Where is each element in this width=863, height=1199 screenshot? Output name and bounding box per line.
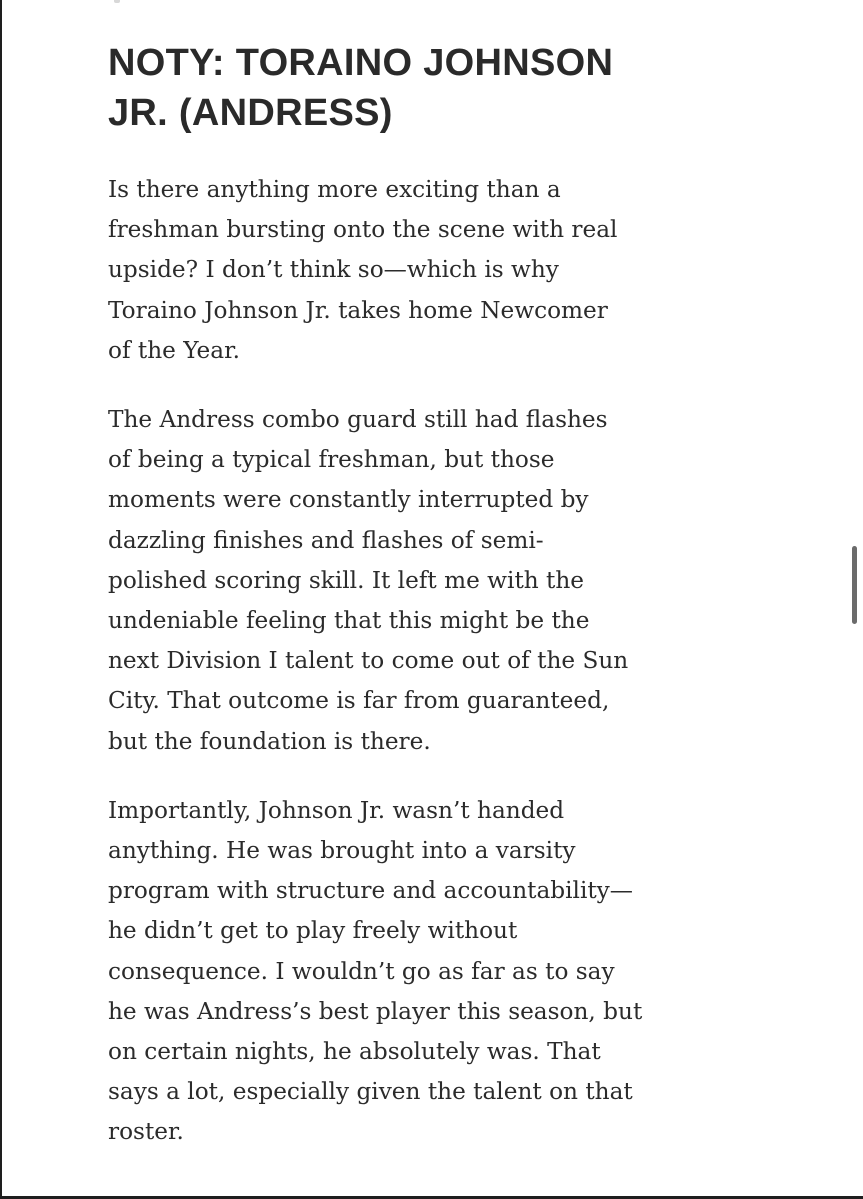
- paragraph-combo-guard: [108, 400, 668, 762]
- vertical-scrollbar-thumb[interactable]: [852, 546, 857, 624]
- paragraph-newcomer-intro: [108, 170, 668, 371]
- paragraph-line: The Andress combo guard still had flashes: [108, 406, 608, 434]
- paragraph-line: moments were constantly interrupted by: [108, 486, 589, 514]
- paragraph-line: dazzling finishes and flashes of semi-: [108, 526, 544, 554]
- paragraph-line: polished scoring skill. It left me with the: [108, 566, 585, 594]
- article-body: [108, 38, 668, 1153]
- paragraph-line: Importantly, Johnson Jr. wasn’t handed: [108, 796, 565, 824]
- paragraph-line: Toraino Johnson Jr. takes home Newcomer: [108, 296, 608, 324]
- paragraph-line: undeniable feeling that this might be the: [108, 607, 590, 635]
- headline-line: JR. (ANDRESS): [108, 92, 393, 134]
- paragraph-line: program with structure and accountability—: [108, 877, 633, 905]
- paragraph-line: City. That outcome is far from guaranteed,: [108, 687, 610, 715]
- paragraph-line: but the foundation is there.: [108, 727, 431, 755]
- paragraph-importantly: [108, 791, 668, 1153]
- paragraph-line: of being a typical freshman, but those: [108, 446, 555, 474]
- paragraph-line: on certain nights, he absolutely was. That: [108, 1038, 601, 1066]
- paragraph-line: he didn’t get to play freely without: [108, 917, 518, 945]
- paragraph-line: says a lot, especially given the talent on that: [108, 1078, 633, 1106]
- paragraph-line: next Division I talent to come out of the Sun: [108, 647, 629, 675]
- top-edge-mark: [114, 0, 120, 3]
- paragraph-line: Is there anything more exciting than a: [108, 176, 561, 203]
- paragraph-line: roster.: [108, 1118, 184, 1146]
- paragraph-line: he was Andress’s best player this season, but: [108, 997, 643, 1025]
- article-headline: [108, 38, 668, 138]
- paragraph-line: anything. He was brought into a varsity: [108, 837, 576, 865]
- paragraph-line: upside? I don’t think so—which is why: [108, 256, 559, 284]
- headline-line: NOTY: TORAINO JOHNSON: [108, 42, 614, 84]
- paragraph-line: freshman bursting onto the scene with real: [108, 216, 618, 244]
- paragraph-line: consequence. I wouldn’t go as far as to say: [108, 957, 615, 985]
- paragraph-line: of the Year.: [108, 336, 241, 364]
